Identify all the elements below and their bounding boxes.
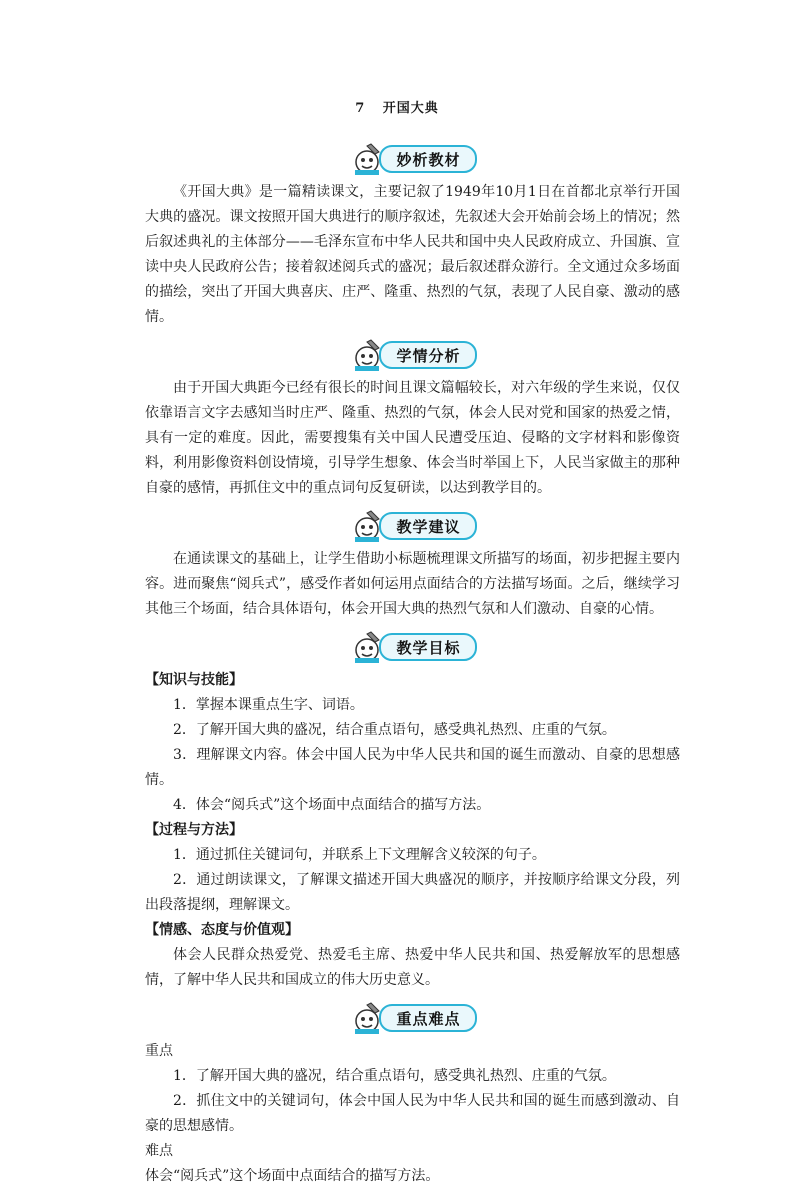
section-title: 重点难点 bbox=[378, 1004, 476, 1032]
section-title: 学情分析 bbox=[378, 341, 476, 369]
process-heading: 【过程与方法】 bbox=[145, 822, 243, 838]
knowledge-item: 3．理解课文内容。体会中国人民为中华人民共和国的诞生而激动、自豪的思想感情。 bbox=[145, 747, 680, 788]
students-paragraph: 由于开国大典距今已经有很长的时间且课文篇幅较长，对六年级的学生来说，仅仅依靠语言文字去感知当时庄严、隆重、热烈的气氛，体会人民对党和国家的热爱之情，具有一定的难度。因此，需要搜集有关中国人民遭受压迫、侵略的文字材料和影像资料，利用影像资料创设情境，引导学生想象、体会当时举国上下，人民当家做主的那种自豪的感情，再抓住文中的重点词句反复研读，以达到教学目的。 bbox=[145, 380, 680, 496]
section-badge bbox=[348, 144, 476, 174]
difficult-text: 体会“阅兵式”这个场面中点面结合的描写方法。 bbox=[145, 1168, 440, 1184]
section-title: 妙析教材 bbox=[378, 145, 476, 173]
emotion-paragraph: 体会人民群众热爱党、热爱毛主席、热爱中华人民共和国、热爱解放军的思想感情，了解中华人民共和国成立的伟大历史意义。 bbox=[145, 947, 680, 988]
key-item: 2．抓住文中的关键词句，体会中国人民为中华人民共和国的诞生而感到激动、自豪的思想感情。 bbox=[145, 1093, 680, 1134]
section-header-suggestions bbox=[145, 507, 680, 545]
knowledge-heading: 【知识与技能】 bbox=[145, 672, 243, 688]
suggestions-paragraph: 在通读课文的基础上，让学生借助小标题梳理课文所描写的场面，初步把握主要内容。进而聚焦“阅兵式”，感受作者如何运用点面结合的方法描写场面。之后，继续学习其他三个场面，结合具体语句，体会开国大典的热烈气氛和人们激动、自豪的心情。 bbox=[145, 551, 680, 617]
section-header-goals bbox=[145, 628, 680, 666]
lesson-title: 开国大典 bbox=[382, 101, 439, 116]
section-title: 教学建议 bbox=[378, 512, 476, 540]
knowledge-item: 4．体会“阅兵式”这个场面中点面结合的描写方法。 bbox=[173, 797, 491, 813]
section-badge bbox=[348, 1003, 476, 1033]
section-title: 教学目标 bbox=[378, 633, 476, 661]
mascot-icon bbox=[348, 630, 386, 664]
key-item: 1．了解开国大典的盛况，结合重点语句，感受典礼热烈、庄重的气氛。 bbox=[173, 1068, 616, 1084]
knowledge-item: 1．掌握本课重点生字、词语。 bbox=[173, 697, 364, 713]
mascot-icon bbox=[348, 142, 386, 176]
difficult-label: 难点 bbox=[145, 1143, 173, 1159]
page-header bbox=[0, 97, 794, 116]
section-badge bbox=[348, 632, 476, 662]
section-header-students bbox=[145, 336, 680, 374]
knowledge-item: 2．了解开国大典的盛况，结合重点语句，感受典礼热烈、庄重的气氛。 bbox=[173, 722, 616, 738]
process-item: 1．通过抓住关键词句，并联系上下文理解含义较深的句子。 bbox=[173, 847, 546, 863]
section-header-analysis bbox=[145, 140, 680, 178]
section-header-keypoints bbox=[145, 999, 680, 1037]
section-badge bbox=[348, 511, 476, 541]
mascot-icon bbox=[348, 509, 386, 543]
mascot-icon bbox=[348, 338, 386, 372]
process-item: 2．通过朗读课文，了解课文描述开国大典盛况的顺序，并按顺序给课文分段，列出段落提纲，理解课文。 bbox=[145, 872, 680, 913]
mascot-icon bbox=[348, 1001, 386, 1035]
analysis-paragraph: 《开国大典》是一篇精读课文，主要记叙了1949年10月1日在首都北京举行开国大典的盛况。课文按照开国大典进行的顺序叙述，先叙述大会开始前会场上的情况；然后叙述典礼的主体部分——毛泽东宣布中华人民共和国中央人民政府成立、升国旗、宣读中央人民政府公告；接着叙述阅兵式的盛况；最后叙述群众游行。全文通过众多场面的描绘，突出了开国大典喜庆、庄严、隆重、热烈的气氛，表现了人民自豪、激动的感情。 bbox=[145, 184, 680, 325]
section-badge bbox=[348, 340, 476, 370]
key-label: 重点 bbox=[145, 1043, 173, 1059]
lesson-number: 7 bbox=[355, 101, 366, 116]
content bbox=[145, 140, 680, 1189]
emotion-heading: 【情感、态度与价值观】 bbox=[145, 922, 299, 938]
